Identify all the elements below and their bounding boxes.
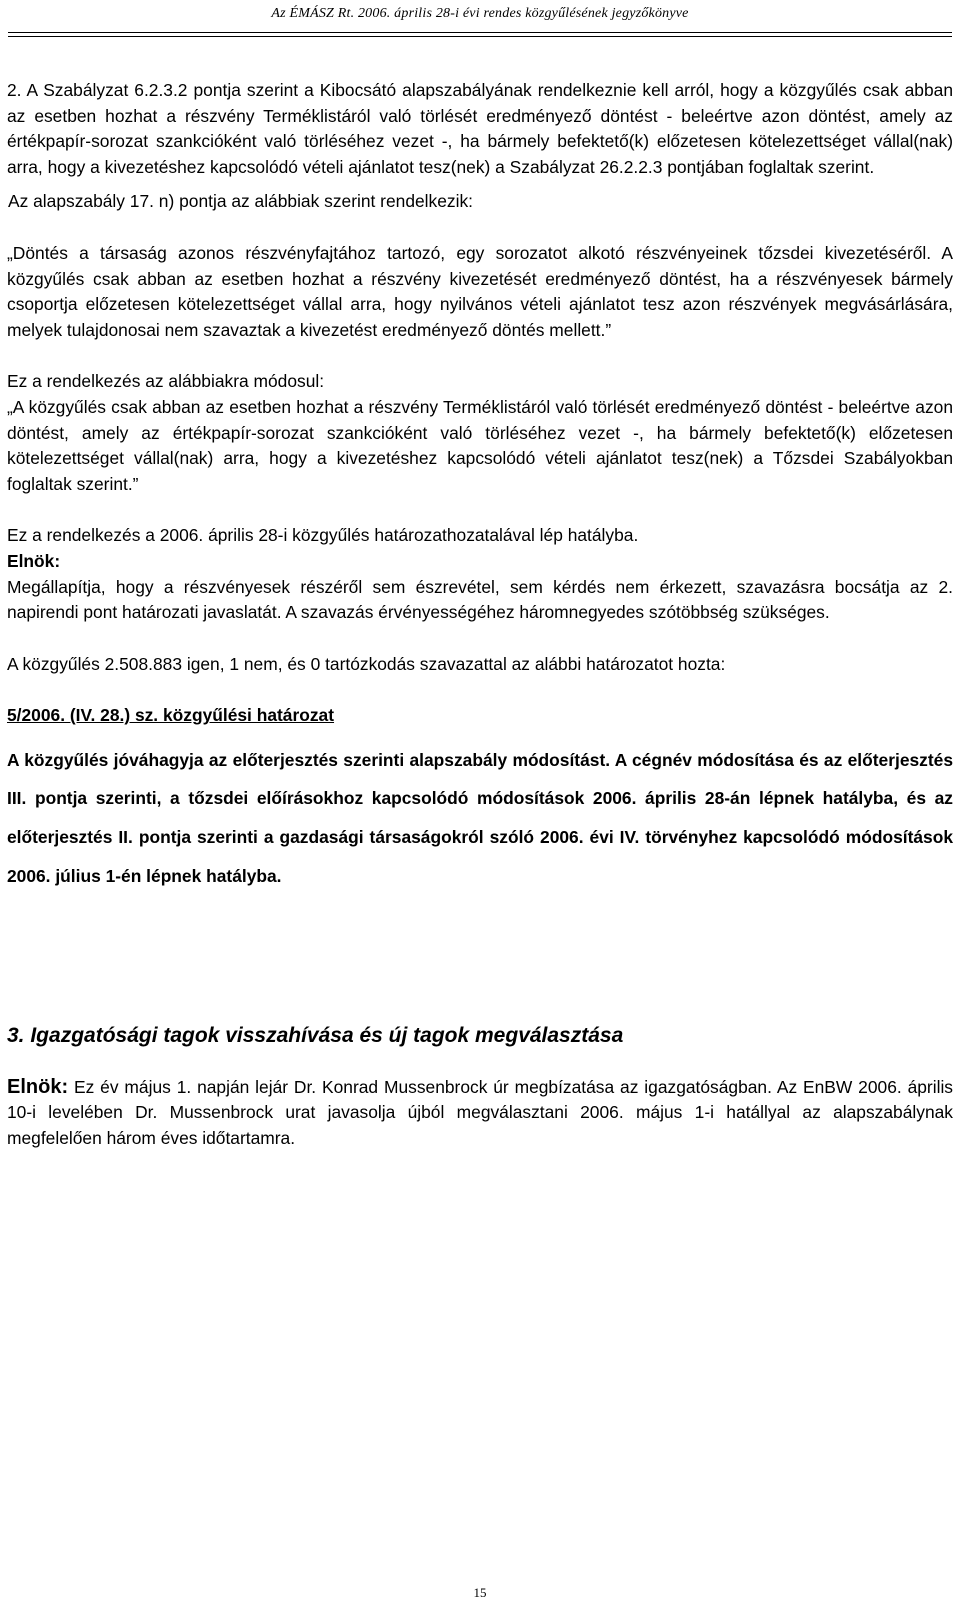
paragraph-quoted-original: „Döntés a társaság azonos részvényfajtához tartozó, egy sorozatot alkotó részvényeinek tőzsdei kivezetéséről. A közgyűlés csak abban az esetben hozhat a részvény kivezetését eredményező döntést, ha a részvényesek bármely csoportja előzetesen kötelezettséget vállal arra, hogy nyilvános vételi ajánlatot tesz azon részvények megvásárlására, melyek tulajdonosai nem szavaztak a kivezetést eredményező döntés mellett.”: [7, 242, 953, 340]
resolution-number-text: 5/2006. (IV. 28.) sz. közgyűlési határozat: [7, 705, 335, 726]
document-header: Az ÉMÁSZ Rt. 2006. április 28-i évi rendes közgyűlésének jegyzőkönyve: [271, 6, 689, 21]
chairman-label-2: Elnök:: [7, 1075, 69, 1098]
paragraph-chairman-statement: Megállapítja, hogy a részvényesek részéről sem észrevétel, sem kérdés nem érkezett, szavazásra bocsátja az 2. napirendi pont határozati javaslatát. A szavazás érvényességéhez háromnegyedes szótöbbség szükséges.: [7, 576, 953, 623]
paragraph-section-3-text: Ez év május 1. napján lejár Dr. Konrad Mussenbrock úr megbízatása az igazgatóságban. Az EnBW 2006. április 10-i levelében Dr. Mussenbrock urat javasolja újból megválasztani 2006. május 1-i hatállyal az alapszabálynak megfelelően három éves időtartamra.: [7, 1076, 953, 1149]
paragraph-effective-date: Ez a rendelkezés a 2006. április 28-i közgyűlés határozathozatalával lép hatályba.: [7, 525, 639, 546]
section-3-title: 3. Igazgatósági tagok visszahívása és új tagok megválasztása: [7, 1024, 624, 1048]
paragraph-section-3: [7, 1075, 953, 1152]
paragraph-modification-intro: Ez a rendelkezés az alábbiakra módosul:: [7, 371, 325, 392]
document-body: [7, 78, 953, 1152]
resolution-number: [7, 703, 953, 729]
paragraph-szabalyzat: 2. A Szabályzat 6.2.3.2 pontja szerint a Kibocsátó alapszabályának rendelkeznie kell arról, hogy a közgyűlés csak abban az esetben hozhat a részvény Terméklistáról való törlését eredményező döntést - beleértve azon döntést, amely az értékpapír-sorozat szankcióként való törléséhez vezet -, ha bármely befektető(k) előzetesen kötelezettséget vállal(nak) arra, hogy a kivezetéshez kapcsolódó vételi ajánlatot tesz(nek) a Szabályzat 26.2.2.3 pontjában foglaltak szerint.: [7, 80, 953, 177]
header-rule-top: [8, 32, 952, 33]
header-rule-bottom: [8, 36, 952, 37]
page-number: 15: [473, 1585, 487, 1600]
paragraph-vote-result: A közgyűlés 2.508.883 igen, 1 nem, és 0 tartózkodás szavazattal az alábbi határozatot hozta:: [7, 653, 726, 674]
chairman-label: Elnök:: [7, 550, 61, 571]
resolution-text: A közgyűlés jóváhagyja az előterjesztés szerinti alapszabály módosítást. A cégnév módosítása és az előterjesztés III. pontja szerinti, a tőzsdei előírásokhoz kapcsolódó módosítások 2006. április 28-án lépnek hatályba, és az előterjesztés II. pontja szerinti a gazdasági társaságokról szóló 2006. évi IV. törvényhez kapcsolódó módosítások 2006. július 1-én lépnek hatályba.: [7, 749, 953, 886]
paragraph-quoted-new: „A közgyűlés csak abban az esetben hozhat a részvény Terméklistáról való törlését eredményező döntést - beleértve azon döntést, amely az értékpapír-sorozat szankcióként való törléséhez vezet -, ha bármely befektető(k) előzetesen kötelezettséget vállal(nak) arra, hogy a kivezetéshez kapcsolódó vételi ajánlatot tesz(nek) a Tőzsdei Szabályokban foglaltak szerint.”: [7, 396, 953, 494]
paragraph-alapszabaly-17: Az alapszabály 17. n) pontja az alábbiak szerint rendelkezik:: [8, 191, 473, 212]
